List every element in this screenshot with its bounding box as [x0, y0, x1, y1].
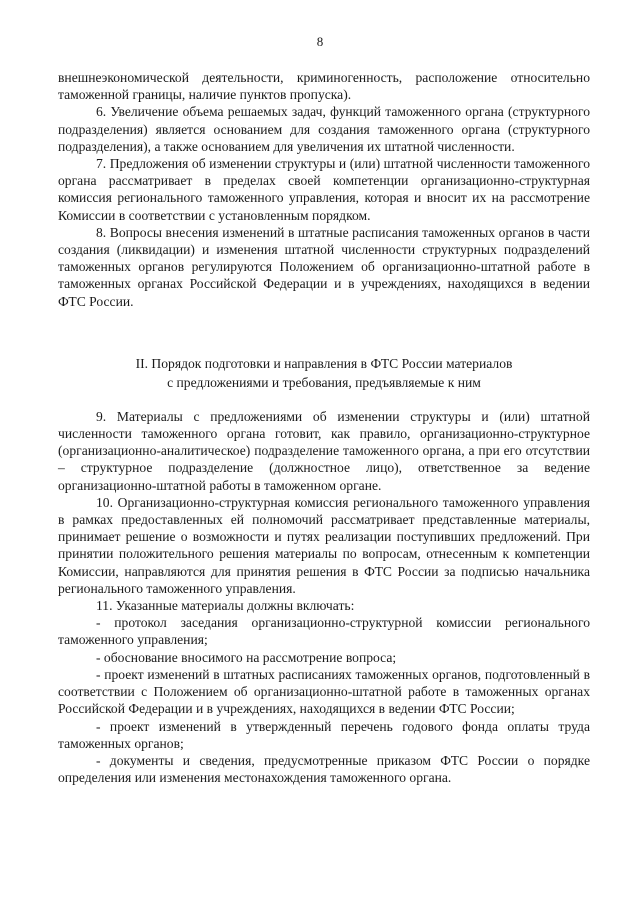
list-item: - обоснование вносимого на рассмотрение вопроса;	[96, 649, 397, 665]
paragraph-continuation: внешнеэкономической деятельности, криминогенность, расположение относительно таможенной границы, наличие пунктов пропуска).	[58, 70, 590, 103]
list-item: - протокол заседания организационно-структурной комиссии регионального таможенного управления;	[58, 615, 590, 648]
section-heading	[58, 354, 590, 392]
paragraph-8: 8. Вопросы внесения изменений в штатные расписания таможенных органов в части создания (ликвидации) и изменения штатной численности структурных подразделений таможенных органов регулируются Положением об организационно-штатной работе в таможенных органах Российской Федерации и в учреждениях, находящихся в ведении ФТС России.	[58, 224, 590, 309]
paragraph-11: 11. Указанные материалы должны включать:	[96, 598, 355, 614]
paragraph-9: 9. Материалы с предложениями об изменении структуры и (или) штатной численности таможенного органа готовит, как правило, организационно-структурное (организационно-аналитическое) подразделение таможенного органа, а при его отсутствии – структурное подразделение (должностное лицо), ответственное за ведение организационно-штатной работы в таможенном органе.	[58, 408, 590, 493]
paragraph-10: 10. Организационно-структурная комиссия регионального таможенного управления в рамках предоставленных ей полномочий рассматривает представленные материалы, принимает решение о возможности и путях реализации поступивших предложений. При принятии положительного решения материалы по вопросам, отнесенным к компетенции Комиссии, направляются для принятия решения в ФТС России за подписью начальника регионального таможенного управления.	[58, 494, 590, 596]
document-body	[58, 69, 590, 786]
paragraph-6: 6. Увеличение объема решаемых задач, функций таможенного органа (структурного подразделения) является основанием для создания таможенного органа (структурного подразделения), а также основанием для увеличения их штатной численности.	[58, 104, 590, 154]
list-item: - проект изменений в утвержденный перечень годового фонда оплаты труда таможенных органов;	[58, 718, 590, 751]
list-item: - проект изменений в штатных расписаниях таможенных органов, подготовленный в соответствии с Положением об организационно-штатной работе в таможенных органах Российской Федерации и в учреждениях, находящихся в ведении ФТС России;	[58, 666, 590, 717]
paragraph-7: 7. Предложения об изменении структуры и (или) штатной численности таможенного органа рассматривает в пределах своей компетенции организационно-структурная комиссия регионального таможенного управления, которая и вносит их на рассмотрение Комиссии в соответствии с установленным порядком.	[58, 156, 590, 223]
list-item: - документы и сведения, предусмотренные приказом ФТС России о порядке определения или изменения местонахождения таможенного органа.	[58, 752, 590, 786]
page-number: 8	[316, 34, 324, 49]
section-heading-line-1: II. Порядок подготовки и направления в ФТС России материалов	[135, 355, 513, 371]
section-heading-line-2: с предложениями и требования, предъявляемые к ним	[167, 374, 481, 390]
